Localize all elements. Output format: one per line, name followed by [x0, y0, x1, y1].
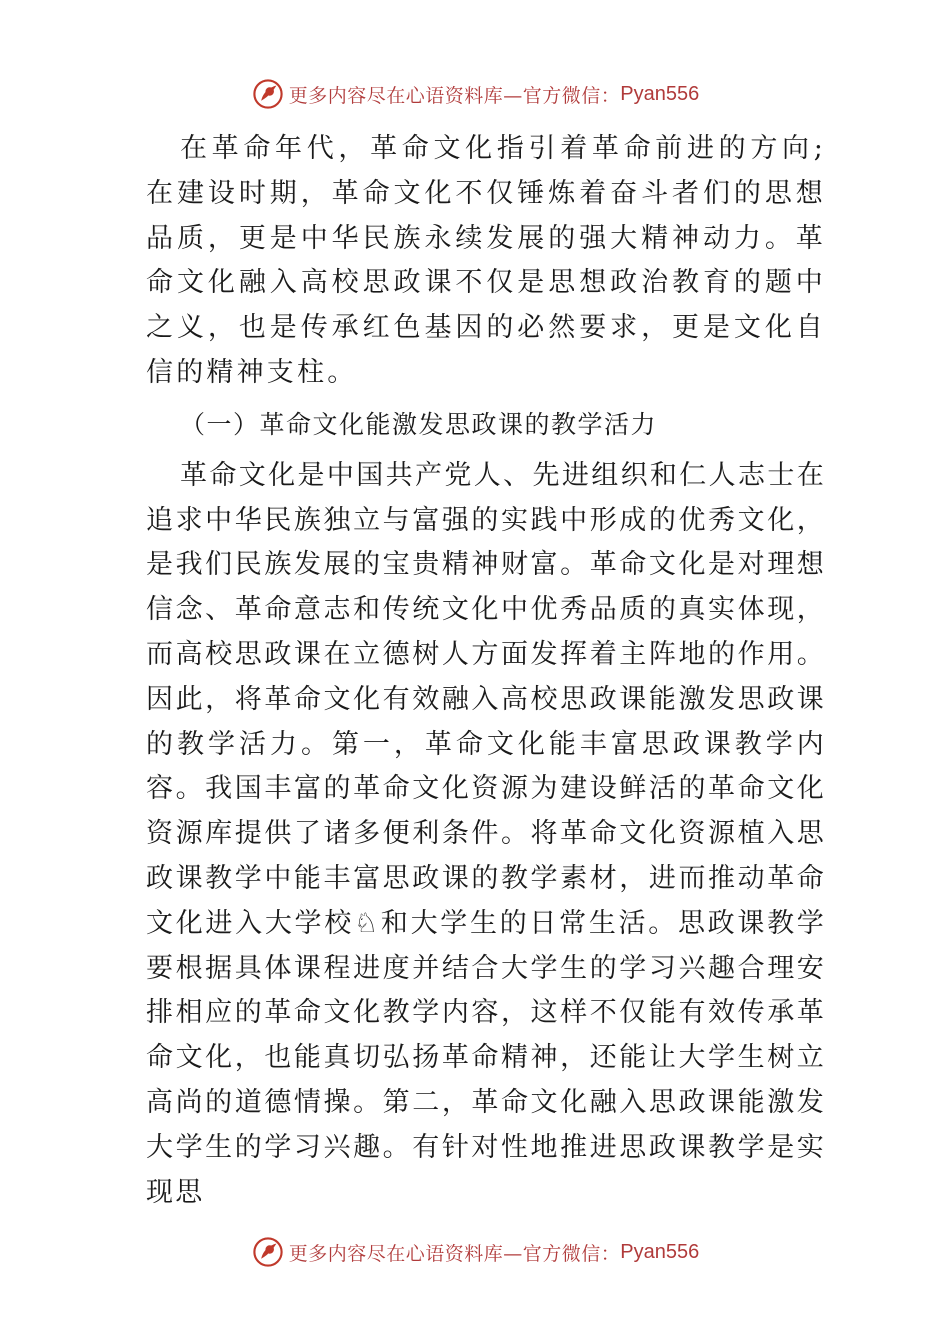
header-wechat-id: Pyan556 — [620, 82, 700, 105]
footer-watermark-text: 更多内容尽在心语资料库—官方微信： — [288, 1242, 621, 1265]
paragraph-intro: 在革命年代，革命文化指引着革命前进的方向;在建设时期，革命文化不仅锤炼着奋斗者们的思想品质，更是中华民族永续发展的强大精神动力。革命文化融入高校思政课不仅是思想政治教育的题中之义，也是传承红色基因的必然要求，更是文化自信的精神支柱。 — [146, 133, 826, 388]
document-body — [146, 127, 826, 1215]
footer-wechat-id: Pyan556 — [620, 1240, 700, 1263]
footer-watermark — [0, 1230, 950, 1274]
header-watermark — [0, 72, 950, 116]
rose-logo-icon — [251, 1235, 285, 1269]
header-watermark-text: 更多内容尽在心语资料库—官方微信： — [288, 84, 621, 107]
rose-logo-icon — [251, 77, 285, 111]
section-heading: （一）革命文化能激发思政课的教学活力 — [180, 409, 658, 439]
paragraph-section-1: 革命文化是中国共产党人、先进组织和仁人志士在追求中华民族独立与富强的实践中形成的优秀文化，是我们民族发展的宝贵精神财富。革命文化是对理想信念、革命意志和传统文化中优秀品质的真实体现，而高校思政课在立德树人方面发挥着主阵地的作用。因此，将革命文化有效融入高校思政课能激发思政课的教学活力。第一，革命文化能丰富思政课教学内容。我国丰富的革命文化资源为建设鲜活的革命文化资源库提供了诸多便利条件。将革命文化资源植入思政课教学中能丰富思政课的教学素材，进而推动革命文化进入大学校♘和大学生的日常生活。思政课教学要根据具体课程进度并结合大学生的学习兴趣合理安排相应的革命文化教学内容，这样不仅能有效传承革命文化，也能真切弘扬革命精神，还能让大学生树立高尚的道德情操。第二，革命文化融入思政课能激发大学生的学习兴趣。有针对性地推进思政课教学是实现思 — [146, 459, 826, 1208]
